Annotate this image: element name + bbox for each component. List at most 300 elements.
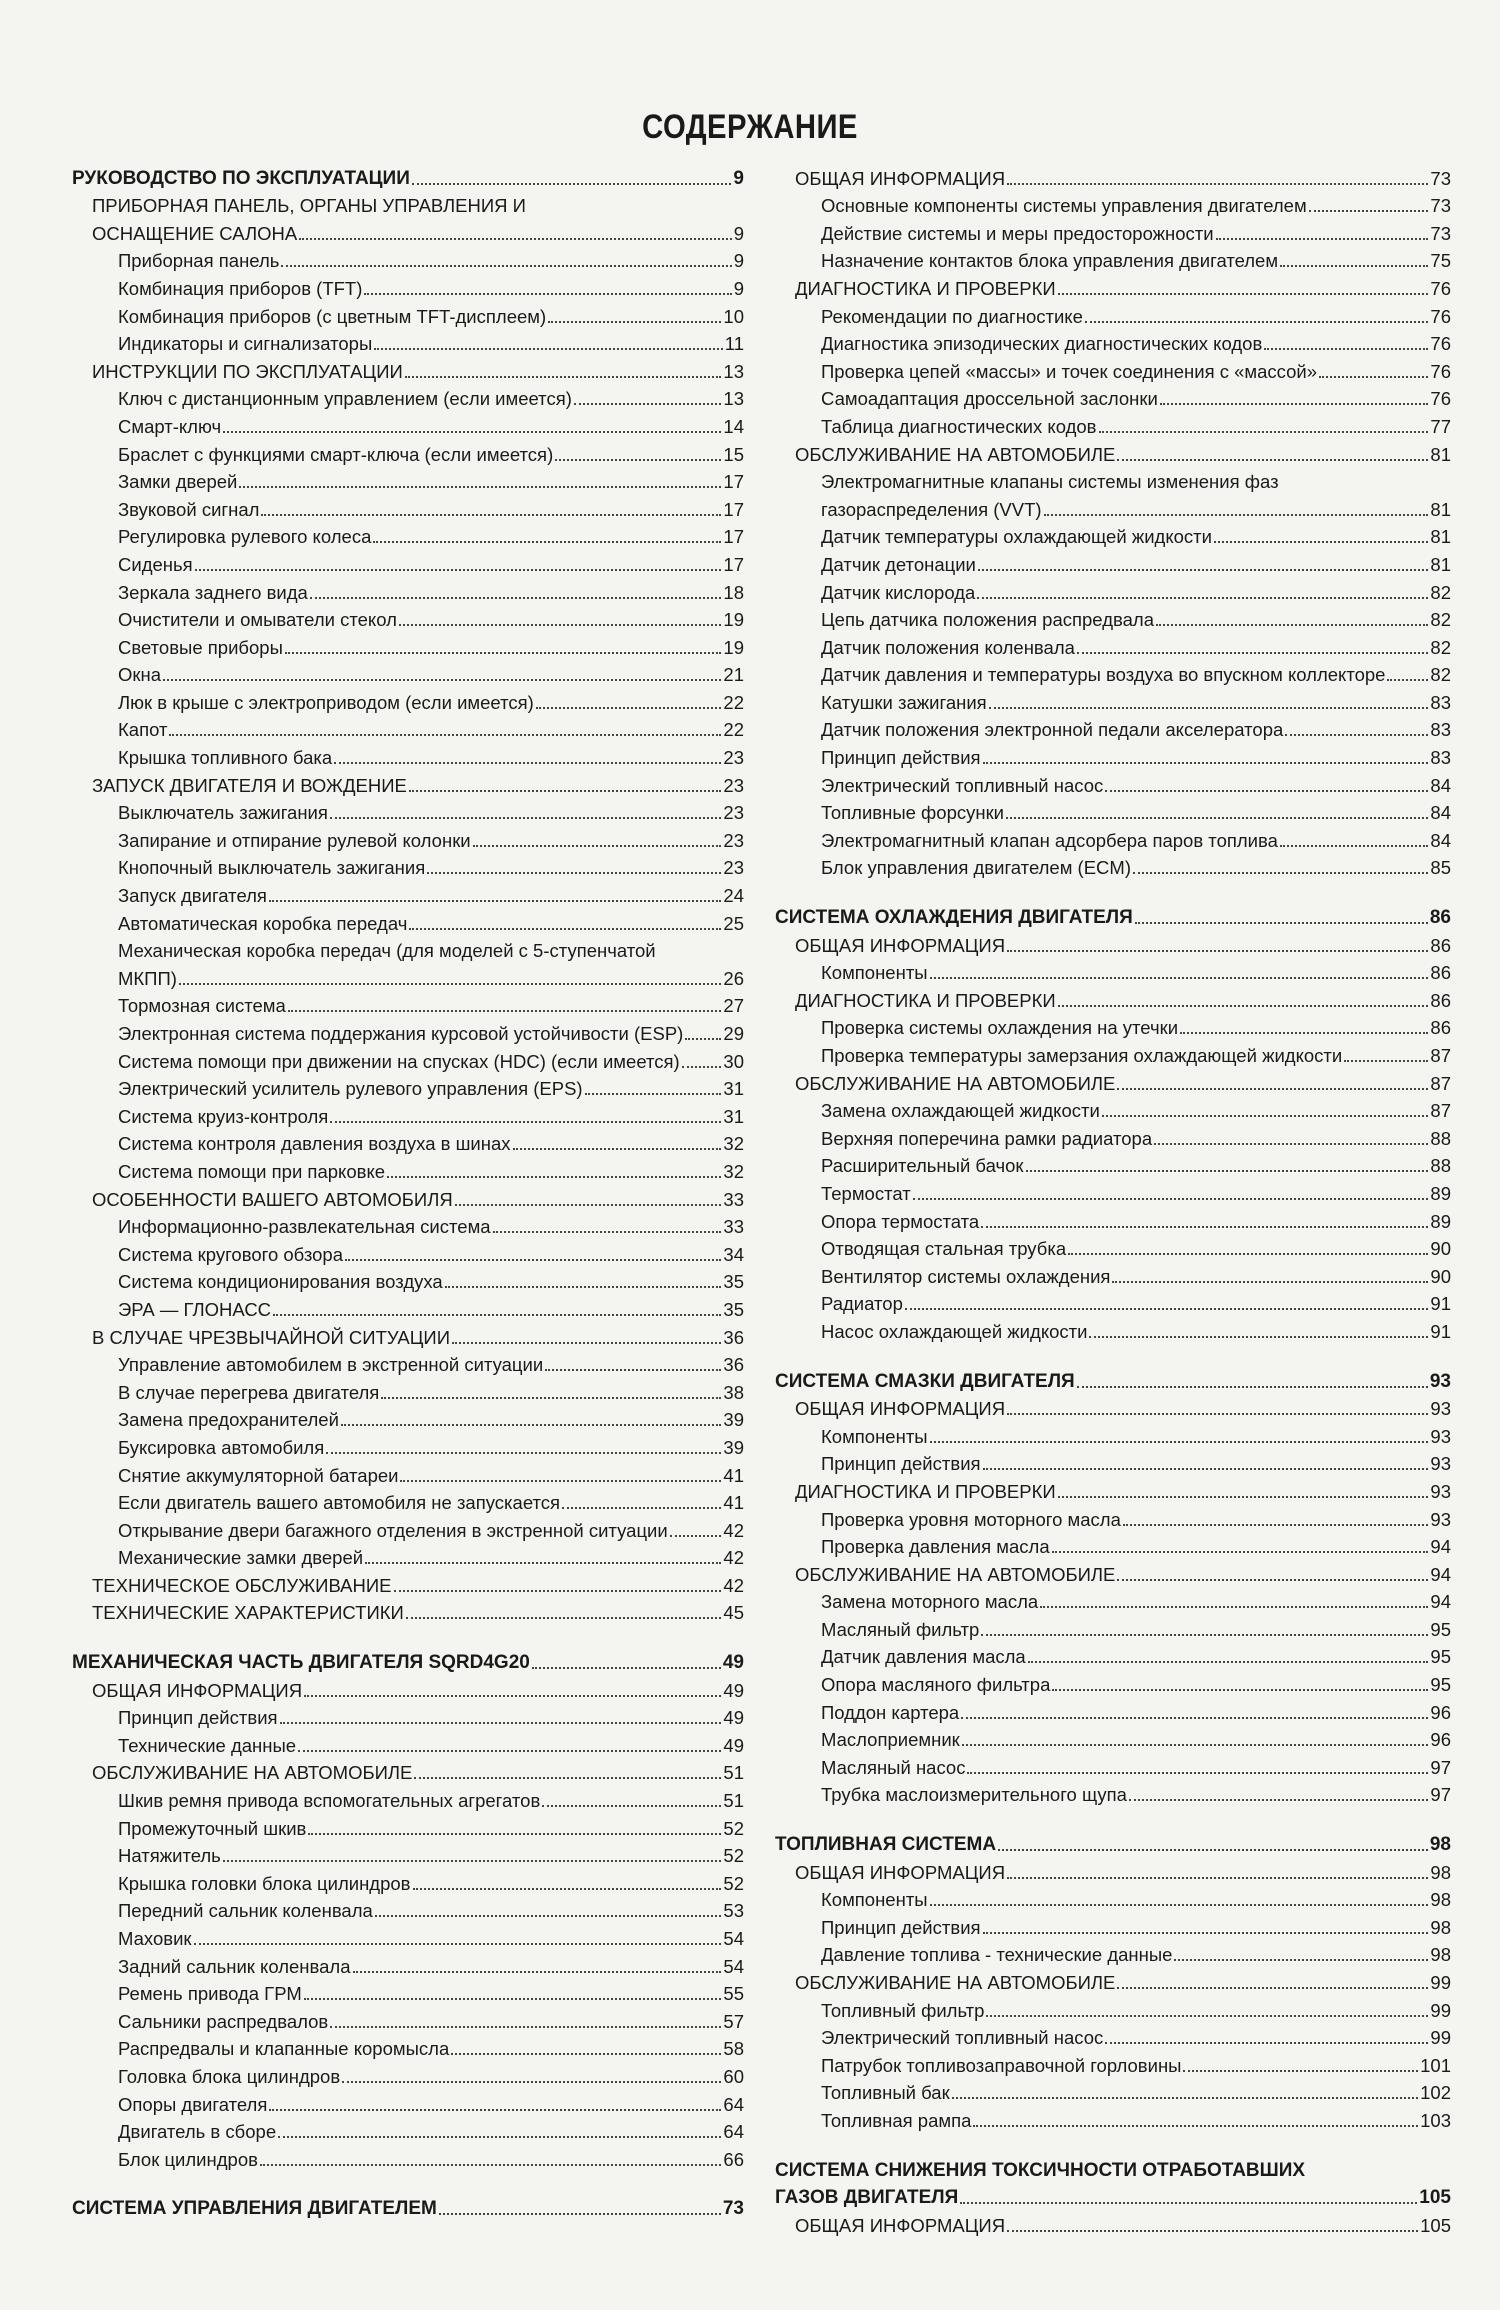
toc-page-number: 87 (1430, 1072, 1451, 1094)
toc-page-number: 35 (723, 1271, 744, 1293)
toc-page-number: 91 (1430, 1320, 1451, 1342)
toc-chapter-entry[interactable] (775, 1475, 1451, 1503)
toc-subentry[interactable] (775, 1315, 1451, 1343)
toc-page-number: 42 (723, 1574, 744, 1596)
toc-entry-title: Проверка уровня моторного масла (821, 1508, 1121, 1530)
toc-subentry[interactable] (775, 741, 1451, 769)
toc-entry-title: Зеркала заднего вида (118, 581, 308, 603)
dot-leader (278, 2136, 721, 2138)
toc-entry-line (821, 466, 1451, 494)
toc-subentry[interactable] (72, 2060, 744, 2088)
toc-page-number: 30 (723, 1050, 744, 1072)
toc-entry-title: Звуковой сигнал (118, 498, 260, 520)
toc-entry-title: Передний сальник коленвала (118, 1900, 373, 1922)
toc-subentry[interactable] (775, 631, 1451, 659)
toc-page-number: 97 (1430, 1784, 1451, 1806)
toc-entry-line (118, 935, 744, 963)
toc-subentry[interactable] (72, 1702, 744, 1730)
toc-entry-title-continued: ГАЗОВ ДВИГАТЕЛЯ (775, 2187, 959, 2209)
toc-page-number: 93 (1430, 1508, 1451, 1530)
dot-leader (452, 1342, 721, 1344)
toc-entry-title: Маслоприемник (821, 1729, 960, 1751)
toc-subentry[interactable] (72, 2033, 744, 2061)
dot-leader (1214, 541, 1428, 543)
dot-leader (406, 1617, 722, 1619)
toc-subentry[interactable] (72, 1155, 744, 1183)
toc-page-number: 51 (723, 1790, 744, 1812)
toc-subentry[interactable] (72, 1812, 744, 1840)
dot-leader (1112, 1281, 1428, 1283)
dot-leader (342, 2081, 721, 2083)
toc-subentry[interactable] (72, 1514, 744, 1542)
toc-entry-title: Электрический топливный насос (821, 774, 1104, 796)
toc-entry-title: ОБСЛУЖИВАНИЕ НА АВТОМОБИЛЕ (92, 1762, 413, 1784)
toc-subentry[interactable] (72, 797, 744, 825)
toc-section-heading[interactable] (775, 901, 1451, 929)
toc-page-number: 15 (723, 443, 744, 465)
toc-subentry[interactable] (775, 300, 1451, 328)
dot-leader (1052, 1551, 1429, 1553)
toc-subentry[interactable] (72, 1100, 744, 1128)
toc-entry-title: Световые приборы (118, 636, 283, 658)
toc-subentry[interactable] (72, 1211, 744, 1239)
dot-leader (1117, 459, 1428, 461)
toc-subentry[interactable] (72, 245, 744, 273)
toc-page-number: 17 (723, 526, 744, 548)
dot-leader (260, 2164, 721, 2166)
toc-subentry[interactable] (775, 1150, 1451, 1178)
toc-entry-title: Индикаторы и сигнализаторы (118, 333, 373, 355)
toc-subentry[interactable] (775, 1177, 1451, 1205)
toc-subentry[interactable] (72, 1404, 744, 1432)
dot-leader (545, 1369, 721, 1371)
toc-entry-title: Замки дверей (118, 471, 238, 493)
toc-entry-title: Опора масляного фильтра (821, 1674, 1051, 1696)
toc-subentry[interactable] (775, 2022, 1451, 2050)
dot-leader (1085, 321, 1429, 323)
toc-subentry[interactable] (72, 686, 744, 714)
toc-subentry[interactable] (775, 217, 1451, 245)
toc-entry-line (775, 2182, 1451, 2210)
toc-entry-title: Проверка системы охлаждения на утечки (821, 1017, 1179, 1039)
toc-subentry[interactable] (72, 1922, 744, 1950)
toc-entry-title: Назначение контактов блока управления двигателем (821, 250, 1279, 272)
toc-subentry[interactable] (775, 466, 1451, 521)
toc-subentry[interactable] (72, 410, 744, 438)
toc-section-heading[interactable] (72, 2193, 744, 2221)
toc-subentry[interactable] (775, 1531, 1451, 1559)
toc-page-number: 81 (1430, 553, 1451, 575)
dot-leader (493, 1231, 722, 1233)
toc-chapter-entry[interactable] (775, 162, 1451, 190)
toc-page-number: 42 (723, 1547, 744, 1569)
toc-page-number: 18 (723, 581, 744, 603)
toc-subentry[interactable] (775, 1420, 1451, 1448)
dot-leader (269, 900, 721, 902)
toc-entry-title: Выключатель зажигания (118, 802, 328, 824)
dot-leader (978, 569, 1429, 571)
toc-page-number: 83 (1430, 719, 1451, 741)
toc-subentry[interactable] (775, 1939, 1451, 1967)
dot-leader (1028, 1661, 1429, 1663)
toc-chapter-entry[interactable] (775, 929, 1451, 957)
toc-subentry[interactable] (775, 604, 1451, 632)
toc-page-number: 93 (1430, 1425, 1451, 1447)
dot-leader (373, 541, 721, 543)
toc-subentry[interactable] (72, 1784, 744, 1812)
toc-subentry[interactable] (775, 1668, 1451, 1696)
dot-leader (310, 597, 722, 599)
dot-leader (304, 1695, 721, 1697)
toc-subentry[interactable] (72, 383, 744, 411)
toc-page-number: 19 (723, 609, 744, 631)
toc-subentry[interactable] (775, 548, 1451, 576)
toc-entry-title: Поддон картера (821, 1701, 960, 1723)
toc-subentry[interactable] (775, 824, 1451, 852)
toc-page-number: 13 (723, 388, 744, 410)
toc-subentry[interactable] (72, 2116, 744, 2144)
toc-subentry[interactable] (72, 521, 744, 549)
toc-page-number: 9 (733, 167, 744, 189)
toc-subentry[interactable] (775, 1696, 1451, 1724)
toc-subentry[interactable] (72, 1978, 744, 2006)
toc-page-number: 88 (1430, 1155, 1451, 1177)
toc-subentry[interactable] (72, 659, 744, 687)
toc-chapter-entry[interactable] (72, 769, 744, 797)
toc-entry-title: Ключ с дистанционным управлением (если имеется) (118, 388, 572, 410)
toc-entry-title: Очистители и омыватели стекол (118, 609, 397, 631)
toc-entry-title: Цепь датчика положения распредвала (821, 609, 1154, 631)
toc-subentry[interactable] (775, 1779, 1451, 1807)
toc-subentry[interactable] (72, 1950, 744, 1978)
toc-subentry[interactable] (72, 466, 744, 494)
toc-chapter-entry[interactable] (72, 1569, 744, 1597)
toc-subentry[interactable] (775, 1122, 1451, 1150)
toc-subentry[interactable] (72, 824, 744, 852)
dot-leader (1174, 1959, 1428, 1961)
toc-subentry[interactable] (775, 797, 1451, 825)
toc-page-number: 86 (1430, 962, 1451, 984)
toc-entry-title: Запирание и отпирание рулевой колонки (118, 829, 471, 851)
toc-page-number: 73 (1430, 195, 1451, 217)
toc-subentry[interactable] (775, 1884, 1451, 1912)
toc-subentry[interactable] (72, 1459, 744, 1487)
toc-subentry[interactable] (72, 1840, 744, 1868)
toc-page-number: 10 (723, 305, 744, 327)
toc-entry-title: Датчик кислорода (821, 581, 976, 603)
toc-entry-title: Замена предохранителей (118, 1409, 339, 1431)
toc-subentry[interactable] (72, 1266, 744, 1294)
dot-leader (353, 1971, 722, 1973)
toc-chapter-entry[interactable] (72, 1321, 744, 1349)
toc-subentry[interactable] (775, 328, 1451, 356)
toc-entry-title: Компоненты (821, 1425, 928, 1447)
toc-chapter-entry[interactable] (72, 190, 744, 245)
dot-leader (1117, 1088, 1428, 1090)
toc-page-number: 89 (1430, 1210, 1451, 1232)
toc-entry-title: ОСОБЕННОСТИ ВАШЕГО АВТОМОБИЛЯ (92, 1188, 453, 1210)
toc-subentry[interactable] (775, 1233, 1451, 1261)
toc-subentry[interactable] (775, 1260, 1451, 1288)
toc-subentry[interactable] (775, 1012, 1451, 1040)
toc-section-heading[interactable] (72, 162, 744, 190)
toc-subentry[interactable] (72, 935, 744, 990)
toc-subentry[interactable] (72, 1017, 744, 1045)
toc-page-number: 91 (1430, 1293, 1451, 1315)
toc-page-number: 76 (1430, 388, 1451, 410)
toc-page-number: 39 (723, 1436, 744, 1458)
dot-leader (375, 1915, 722, 1917)
toc-chapter-entry[interactable] (775, 1393, 1451, 1421)
toc-subentry[interactable] (775, 245, 1451, 273)
toc-page-number: 90 (1430, 1238, 1451, 1260)
toc-page-number: 93 (1429, 1370, 1451, 1392)
toc-page-number: 31 (723, 1078, 744, 1100)
toc-subentry[interactable] (72, 493, 744, 521)
toc-page-number: 21 (723, 664, 744, 686)
toc-subentry[interactable] (775, 659, 1451, 687)
toc-subentry[interactable] (72, 1073, 744, 1101)
toc-page-number: 52 (723, 1845, 744, 1867)
toc-page-number: 95 (1430, 1674, 1451, 1696)
toc-entry-title: Кнопочный выключатель зажигания (118, 857, 426, 879)
toc-subentry[interactable] (775, 521, 1451, 549)
toc-entry-title: Информационно-развлекательная система (118, 1216, 491, 1238)
dot-leader (548, 321, 721, 323)
toc-page-number: 76 (1430, 333, 1451, 355)
dot-leader (445, 1286, 722, 1288)
toc-chapter-entry[interactable] (72, 1597, 744, 1625)
toc-subentry[interactable] (72, 1867, 744, 1895)
toc-entry-title: Электрический усилитель рулевого управления (EPS) (118, 1078, 583, 1100)
toc-subentry[interactable] (775, 576, 1451, 604)
toc-entry-title: Основные компоненты системы управления двигателем (821, 195, 1307, 217)
toc-subentry[interactable] (72, 2005, 744, 2033)
dot-leader (1133, 872, 1428, 874)
toc-subentry[interactable] (72, 300, 744, 328)
toc-subentry[interactable] (72, 714, 744, 742)
dot-leader (179, 983, 721, 985)
dot-leader (973, 2125, 1418, 2127)
dot-leader (555, 459, 721, 461)
toc-subentry[interactable] (72, 2143, 744, 2171)
toc-section-heading[interactable] (775, 1365, 1451, 1393)
toc-entry-title: Система круиз-контроля (118, 1105, 329, 1127)
toc-subentry[interactable] (72, 1431, 744, 1459)
toc-subentry[interactable] (775, 1095, 1451, 1123)
toc-entry-title: Датчик положения коленвала (821, 636, 1075, 658)
toc-chapter-entry[interactable] (775, 984, 1451, 1012)
dot-leader (1044, 514, 1429, 516)
dot-leader (1077, 1386, 1428, 1388)
toc-entry-title: Трубка маслоизмерительного щупа (821, 1784, 1127, 1806)
toc-page-number: 86 (1430, 989, 1451, 1011)
dot-leader (562, 1507, 721, 1509)
toc-page-number: 57 (723, 2010, 744, 2032)
toc-subentry[interactable] (775, 1586, 1451, 1614)
dot-leader (513, 1148, 722, 1150)
toc-subentry[interactable] (775, 1911, 1451, 1939)
toc-subentry[interactable] (72, 576, 744, 604)
toc-subentry[interactable] (775, 2049, 1451, 2077)
toc-subentry[interactable] (775, 1613, 1451, 1641)
toc-chapter-entry[interactable] (72, 355, 744, 383)
toc-subentry[interactable] (72, 1729, 744, 1757)
toc-page-number: 49 (723, 1679, 744, 1701)
toc-entry-title: Запуск двигателя (118, 885, 267, 907)
toc-subentry[interactable] (775, 852, 1451, 880)
toc-entry-title: Действие системы и меры предосторожности (821, 222, 1214, 244)
toc-entry-title: ОБЩАЯ ИНФОРМАЦИЯ (795, 1398, 1006, 1420)
toc-subentry[interactable] (775, 355, 1451, 383)
toc-subentry[interactable] (72, 852, 744, 880)
toc-page-number: 55 (723, 1983, 744, 2005)
toc-subentry[interactable] (72, 1128, 744, 1156)
toc-chapter-entry[interactable] (775, 1966, 1451, 1994)
dot-leader (1102, 1115, 1429, 1117)
toc-subentry[interactable] (775, 1288, 1451, 1316)
toc-page-number: 19 (723, 636, 744, 658)
toc-subentry[interactable] (72, 1487, 744, 1515)
toc-page-number: 17 (723, 498, 744, 520)
toc-subentry[interactable] (775, 1205, 1451, 1233)
toc-subentry[interactable] (72, 1293, 744, 1321)
toc-entry-title: Блок управления двигателем (ECM) (821, 857, 1131, 879)
toc-subentry[interactable] (72, 879, 744, 907)
toc-column-left (72, 162, 744, 2220)
toc-chapter-entry[interactable] (775, 2209, 1451, 2237)
toc-subentry[interactable] (72, 438, 744, 466)
toc-chapter-entry[interactable] (775, 438, 1451, 466)
toc-section-heading[interactable] (72, 1646, 744, 1674)
dot-leader (381, 1397, 721, 1399)
toc-subentry[interactable] (775, 686, 1451, 714)
dot-leader (285, 652, 722, 654)
toc-subentry[interactable] (72, 1349, 744, 1377)
toc-entry-title: Принцип действия (821, 1453, 981, 1475)
toc-subentry[interactable] (72, 2088, 744, 2116)
toc-page-number: 33 (723, 1216, 744, 1238)
dot-leader (574, 403, 722, 405)
toc-page-number: 82 (1430, 609, 1451, 631)
toc-entry-title: Проверка давления масла (821, 1536, 1050, 1558)
toc-entry-title: Комбинация приборов (TFT) (118, 277, 363, 299)
toc-page-number: 84 (1430, 802, 1451, 824)
toc-chapter-entry[interactable] (775, 1558, 1451, 1586)
toc-subentry[interactable] (775, 1751, 1451, 1779)
section-gap (775, 2132, 1451, 2154)
dot-leader (1156, 624, 1428, 626)
toc-chapter-entry[interactable] (775, 272, 1451, 300)
toc-page-number: 54 (723, 1955, 744, 1977)
toc-page-number: 98 (1429, 1834, 1451, 1856)
toc-subentry[interactable] (72, 1376, 744, 1404)
toc-subentry[interactable] (72, 1542, 744, 1570)
toc-entry-title: Система помощи при парковке (118, 1160, 386, 1182)
dot-leader (989, 707, 1429, 709)
toc-column-right (775, 162, 1451, 2237)
toc-entry-title: ТЕХНИЧЕСКИЕ ХАРАКТЕРИСТИКИ (92, 1602, 404, 1624)
toc-section-heading[interactable] (775, 2154, 1451, 2209)
toc-subentry[interactable] (775, 1448, 1451, 1476)
dot-leader (195, 569, 722, 571)
toc-subentry[interactable] (72, 604, 744, 632)
toc-subentry[interactable] (72, 907, 744, 935)
toc-page-number: 99 (1430, 1999, 1451, 2021)
toc-chapter-entry[interactable] (775, 1067, 1451, 1095)
toc-page-number: 24 (723, 885, 744, 907)
toc-chapter-entry[interactable] (72, 1757, 744, 1785)
dot-leader (194, 1943, 722, 1945)
toc-entry-line (92, 217, 744, 245)
toc-entry-title: ОБСЛУЖИВАНИЕ НА АВТОМОБИЛЕ (795, 1563, 1116, 1585)
toc-subentry[interactable] (72, 990, 744, 1018)
toc-page-number: 11 (724, 333, 744, 355)
toc-entry-title: Опоры двигателя (118, 2093, 268, 2115)
toc-entry-title: Топливный бак (821, 2082, 950, 2104)
toc-subentry[interactable] (775, 714, 1451, 742)
toc-subentry[interactable] (775, 190, 1451, 218)
toc-subentry[interactable] (72, 631, 744, 659)
toc-page-number: 102 (1420, 2082, 1451, 2104)
toc-page-number: 17 (723, 471, 744, 493)
toc-page-number: 33 (723, 1188, 744, 1210)
toc-page-number: 17 (723, 553, 744, 575)
toc-subentry[interactable] (775, 1503, 1451, 1531)
toc-entry-title: Замена охлаждающей жидкости (821, 1100, 1100, 1122)
toc-subentry[interactable] (72, 548, 744, 576)
dot-leader (414, 1777, 721, 1779)
toc-subentry[interactable] (775, 410, 1451, 438)
toc-subentry[interactable] (775, 957, 1451, 985)
toc-section-heading[interactable] (775, 1828, 1451, 1856)
toc-subentry[interactable] (72, 328, 744, 356)
toc-subentry[interactable] (775, 1724, 1451, 1752)
dot-leader (1058, 1005, 1429, 1007)
toc-chapter-entry[interactable] (775, 1856, 1451, 1884)
toc-page-number: 49 (723, 1734, 744, 1756)
toc-subentry[interactable] (72, 1895, 744, 1923)
dot-leader (1285, 734, 1428, 736)
toc-subentry[interactable] (72, 741, 744, 769)
toc-entry-title: ОБСЛУЖИВАНИЕ НА АВТОМОБИЛЕ (795, 1972, 1116, 1993)
toc-page-number: 94 (1430, 1536, 1451, 1558)
toc-subentry[interactable] (775, 1994, 1451, 2022)
toc-subentry[interactable] (72, 1238, 744, 1266)
toc-page-number: 23 (723, 802, 744, 824)
toc-chapter-entry[interactable] (72, 1183, 744, 1211)
toc-page-number: 81 (1430, 498, 1451, 520)
toc-entry-title: Радиатор (821, 1293, 903, 1315)
toc-page-number: 53 (723, 1900, 744, 1922)
toc-subentry[interactable] (775, 2104, 1451, 2132)
toc-entry-title: Электромагнитные клапаны системы изменения фаз (821, 471, 1279, 493)
toc-page-number: 99 (1430, 2027, 1451, 2049)
toc-entry-title: ПРИБОРНАЯ ПАНЕЛЬ, ОРГАНЫ УПРАВЛЕНИЯ И (92, 195, 526, 217)
toc-subentry[interactable] (72, 1045, 744, 1073)
dot-leader (364, 293, 731, 295)
toc-subentry[interactable] (775, 2077, 1451, 2105)
toc-subentry[interactable] (775, 1039, 1451, 1067)
toc-entry-title: Проверка температуры замерзания охлаждающей жидкости (821, 1045, 1343, 1066)
toc-page-number: 98 (1430, 1944, 1451, 1966)
toc-subentry[interactable] (775, 1641, 1451, 1669)
toc-entry-title: Тормозная система (118, 995, 286, 1017)
toc-subentry[interactable] (775, 769, 1451, 797)
toc-subentry[interactable] (72, 272, 744, 300)
toc-subentry[interactable] (775, 383, 1451, 411)
toc-chapter-entry[interactable] (72, 1674, 744, 1702)
